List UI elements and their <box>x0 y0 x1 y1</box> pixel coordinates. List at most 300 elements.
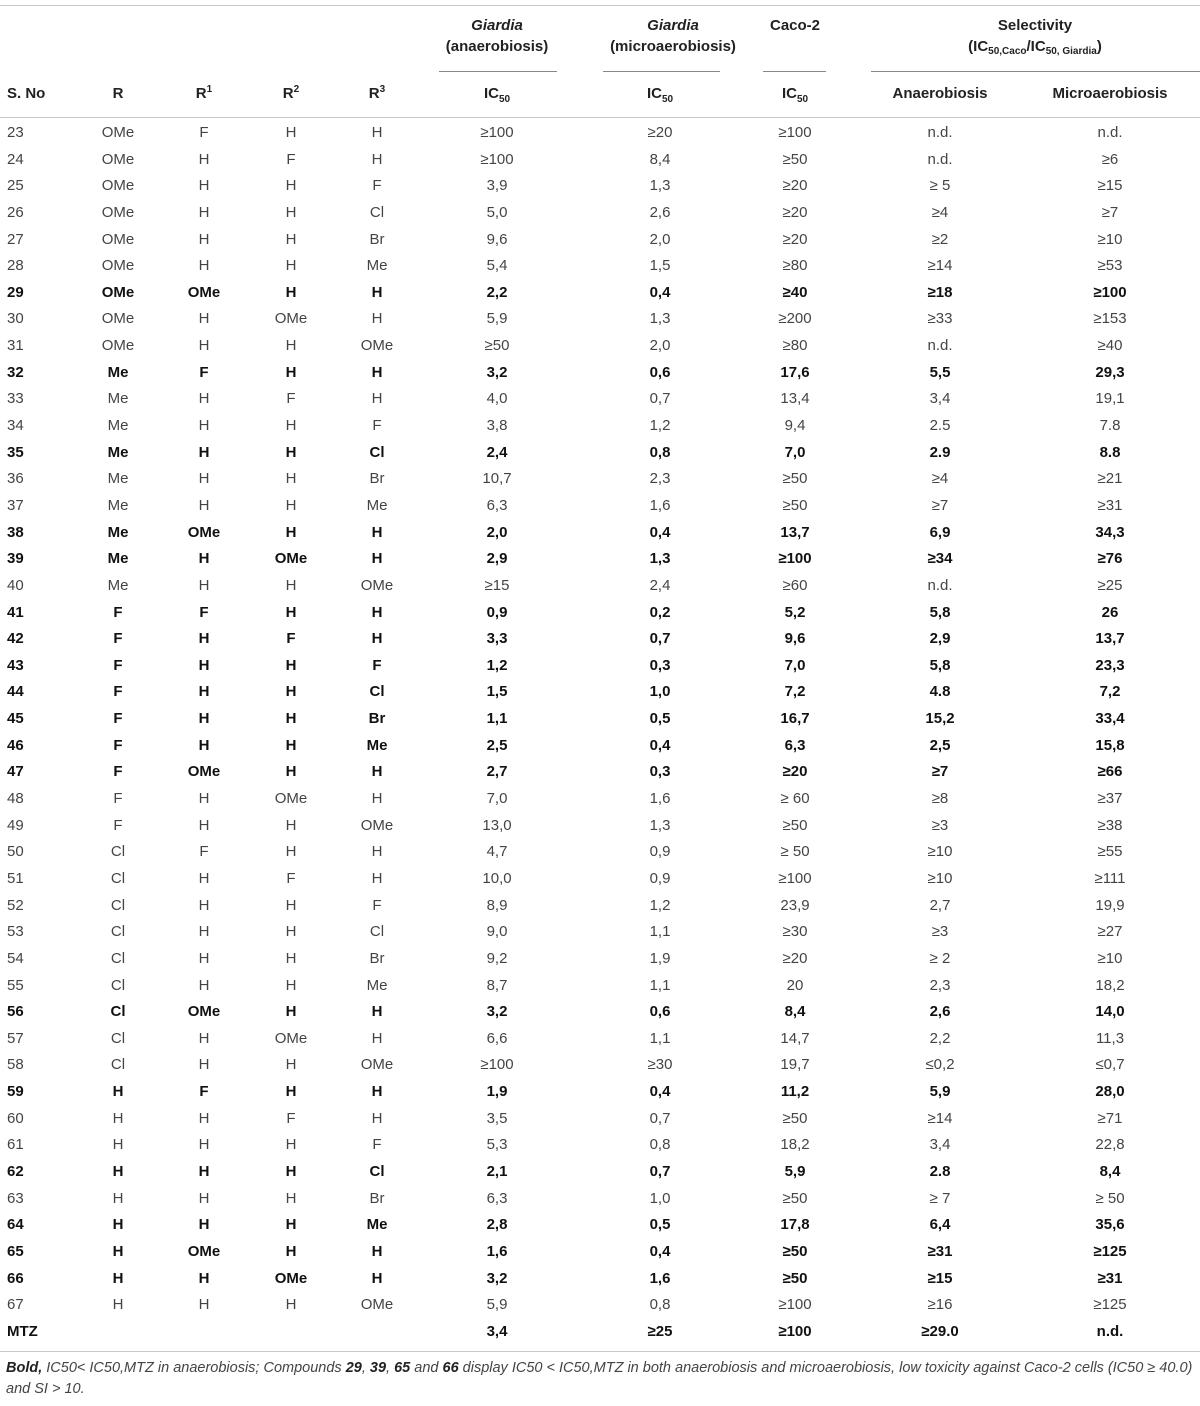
group-header-selectivity <box>870 15 1200 59</box>
cell-r2: F <box>286 150 296 168</box>
cell-sno: 61 <box>7 1136 24 1154</box>
cell-ic50-microaerobiosis: 0,3 <box>649 656 671 674</box>
cell-ic50-caco: ≥100 <box>778 1322 812 1340</box>
table-row <box>0 280 1200 307</box>
cell-r3: Me <box>366 257 388 275</box>
cell-sno: 33 <box>7 390 24 408</box>
cell-ic50-caco: ≥100 <box>778 1296 812 1314</box>
cell-r2: H <box>285 230 297 248</box>
group-header-cell-line: Caco-2 <box>769 17 821 34</box>
cell-r3: H <box>371 1003 383 1021</box>
cell-ic50-caco: 9,4 <box>784 417 806 435</box>
cell-r2: H <box>285 1162 297 1180</box>
cell-r1: H <box>198 1216 210 1234</box>
cell-r: Me <box>107 496 129 514</box>
cell-ic50-microaerobiosis: 1,3 <box>649 816 671 834</box>
cell-r3: OMe <box>360 337 394 355</box>
cell-r: Cl <box>110 843 126 861</box>
cell-selectivity-anaerobiosis: 2.5 <box>929 417 951 435</box>
group-underline <box>439 71 557 72</box>
group-underline <box>763 71 826 72</box>
cell-r1: H <box>198 310 210 328</box>
col-header-ic50-anaerobiosis: $IC_{50}$ <box>483 85 511 105</box>
cell-r1: F <box>199 1083 209 1101</box>
cell-sno: 49 <box>7 816 24 834</box>
cell-selectivity-anaerobiosis: ≥3 <box>931 816 949 834</box>
cell-sno: 62 <box>7 1162 24 1180</box>
table-row <box>0 306 1200 333</box>
group-header-caco2 <box>745 15 845 36</box>
cell-ic50-microaerobiosis: 1,2 <box>649 417 671 435</box>
cell-ic50-microaerobiosis: 1,1 <box>649 1029 671 1047</box>
cell-ic50-caco: ≥80 <box>782 257 808 275</box>
cell-r: F <box>113 710 123 728</box>
cell-ic50-microaerobiosis: 0,3 <box>649 763 671 781</box>
cell-ic50-microaerobiosis: 1,1 <box>649 923 671 941</box>
table-row <box>0 1186 1200 1213</box>
cell-sno: 47 <box>7 763 24 781</box>
cell-ic50-caco: ≥20 <box>782 763 808 781</box>
cell-ic50-microaerobiosis: 0,8 <box>649 1296 671 1314</box>
cell-ic50-anaerobiosis: 8,7 <box>486 976 508 994</box>
cell-sno: 45 <box>7 710 24 728</box>
cell-sno: 48 <box>7 790 24 808</box>
cell-sno: 29 <box>7 283 24 301</box>
cell-ic50-anaerobiosis: 3,3 <box>486 630 508 648</box>
cell-r3: H <box>371 363 383 381</box>
cell-selectivity-anaerobiosis: n.d. <box>927 337 953 355</box>
table-row <box>0 600 1200 627</box>
cell-r3: H <box>371 1242 383 1260</box>
cell-r1: H <box>198 257 210 275</box>
cell-r2: H <box>285 710 297 728</box>
cell-ic50-caco: ≥30 <box>782 923 808 941</box>
cell-ic50-caco: 7,0 <box>784 656 806 674</box>
cell-selectivity-microaerobiosis: 29,3 <box>1095 363 1125 381</box>
cell-ic50-anaerobiosis: 6,3 <box>486 1189 508 1207</box>
cell-r2: H <box>285 496 297 514</box>
cell-ic50-anaerobiosis: ≥100 <box>480 124 514 141</box>
cell-r: Cl <box>110 1029 126 1047</box>
cell-selectivity-microaerobiosis: ≥6 <box>1101 150 1119 168</box>
cell-selectivity-microaerobiosis: ≥37 <box>1097 790 1123 808</box>
cell-sno: MTZ <box>7 1322 38 1340</box>
cell-r3: F <box>372 177 382 195</box>
cell-ic50-microaerobiosis: ≥30 <box>647 1056 673 1074</box>
cell-r3: H <box>371 550 383 568</box>
cell-selectivity-microaerobiosis: 23,3 <box>1095 656 1125 674</box>
cell-selectivity-anaerobiosis: ≥7 <box>931 763 949 781</box>
cell-r2: H <box>285 337 297 355</box>
table-row <box>0 147 1200 174</box>
table-row <box>0 973 1200 1000</box>
cell-selectivity-anaerobiosis: ≥33 <box>927 310 953 328</box>
cell-r2: H <box>285 683 297 701</box>
table-row <box>0 1052 1200 1079</box>
cell-r2: OMe <box>274 790 308 808</box>
table-row <box>0 200 1200 227</box>
cell-sno: 34 <box>7 417 24 435</box>
cell-ic50-caco: ≥20 <box>782 949 808 967</box>
cell-r1: H <box>198 1162 210 1180</box>
cell-selectivity-microaerobiosis: 28,0 <box>1095 1083 1125 1101</box>
cell-r2: OMe <box>274 1269 308 1287</box>
cell-sno: 36 <box>7 470 24 488</box>
group-header-condition: (microaerobiosis) <box>610 38 736 55</box>
cell-r3: H <box>371 603 383 621</box>
cell-ic50-microaerobiosis: 1,5 <box>649 257 671 275</box>
table-row <box>0 866 1200 893</box>
cell-selectivity-microaerobiosis: 8,4 <box>1099 1162 1121 1180</box>
cell-r2: H <box>285 283 297 301</box>
cell-r3: H <box>371 283 383 301</box>
cell-ic50-anaerobiosis: 1,2 <box>486 656 508 674</box>
cell-r1: H <box>198 896 210 914</box>
cell-r: Me <box>107 443 129 461</box>
table-body <box>0 120 1200 1345</box>
col-header-r1: $R^1$ <box>195 84 213 102</box>
cell-ic50-anaerobiosis: ≥100 <box>480 1056 514 1074</box>
cell-r1: OMe <box>187 283 221 301</box>
cell-selectivity-anaerobiosis: 5,5 <box>929 363 951 381</box>
footnote-sep: and <box>410 1360 443 1376</box>
cell-selectivity-anaerobiosis: ≥4 <box>931 203 949 221</box>
cell-ic50-anaerobiosis: 5,9 <box>486 1296 508 1314</box>
cell-r: H <box>112 1083 124 1101</box>
cell-r: H <box>112 1216 124 1234</box>
cell-r3: OMe <box>360 1296 394 1314</box>
cell-r1: F <box>199 843 209 861</box>
cell-selectivity-anaerobiosis: ≥14 <box>927 257 953 275</box>
cell-ic50-microaerobiosis: 1,9 <box>649 949 671 967</box>
cell-sno: 35 <box>7 443 24 461</box>
cell-selectivity-anaerobiosis: ≥15 <box>927 1269 953 1287</box>
cell-ic50-anaerobiosis: 9,2 <box>486 949 508 967</box>
table-row <box>0 759 1200 786</box>
table-row <box>0 1159 1200 1186</box>
cell-ic50-anaerobiosis: 4,7 <box>486 843 508 861</box>
cell-r2: H <box>285 923 297 941</box>
cell-selectivity-microaerobiosis: 18,2 <box>1095 976 1125 994</box>
group-header-selectivity-title: Selectivity <box>997 17 1073 34</box>
cell-sno: 39 <box>7 550 24 568</box>
cell-r3: Br <box>369 1189 385 1207</box>
cell-selectivity-anaerobiosis: n.d. <box>927 150 953 168</box>
cell-r: F <box>113 790 123 808</box>
cell-sno: 41 <box>7 603 24 621</box>
cell-ic50-microaerobiosis: 1,0 <box>649 1189 671 1207</box>
cell-selectivity-anaerobiosis: 5,9 <box>929 1083 951 1101</box>
cell-ic50-microaerobiosis: 0,4 <box>649 1083 671 1101</box>
table-row <box>0 493 1200 520</box>
cell-sno: 51 <box>7 869 24 887</box>
cell-sno: 31 <box>7 337 24 355</box>
cell-r3: Cl <box>369 683 385 701</box>
cell-r2: F <box>286 869 296 887</box>
cell-sno: 55 <box>7 976 24 994</box>
table-row <box>0 1239 1200 1266</box>
cell-selectivity-anaerobiosis: 2,9 <box>929 630 951 648</box>
cell-sno: 27 <box>7 230 24 248</box>
cell-selectivity-microaerobiosis: 13,7 <box>1095 630 1125 648</box>
cell-r: OMe <box>101 177 135 195</box>
cell-sno: 64 <box>7 1216 24 1234</box>
cell-sno: 67 <box>7 1296 24 1314</box>
cell-ic50-anaerobiosis: 6,3 <box>486 496 508 514</box>
table-row <box>0 520 1200 547</box>
cell-sno: 38 <box>7 523 24 541</box>
table-row <box>0 546 1200 573</box>
cell-r1: H <box>198 203 210 221</box>
cell-r1: H <box>198 443 210 461</box>
cell-ic50-microaerobiosis: 1,0 <box>649 683 671 701</box>
cell-r2: F <box>286 1109 296 1127</box>
cell-r2: OMe <box>274 310 308 328</box>
cell-r3: H <box>371 124 383 141</box>
cell-r2: H <box>285 1242 297 1260</box>
cell-r3: Br <box>369 470 385 488</box>
cell-r1: H <box>198 683 210 701</box>
cell-ic50-microaerobiosis: 1,6 <box>649 496 671 514</box>
cell-selectivity-anaerobiosis: 2,6 <box>929 1003 951 1021</box>
cell-selectivity-anaerobiosis: n.d. <box>927 576 953 594</box>
footnote-sep: , <box>386 1360 395 1376</box>
cell-ic50-caco: ≥20 <box>782 177 808 195</box>
footnote-compound: 29 <box>345 1360 362 1376</box>
cell-sno: 58 <box>7 1056 24 1074</box>
cell-r3: H <box>371 310 383 328</box>
cell-selectivity-microaerobiosis: 15,8 <box>1095 736 1125 754</box>
cell-selectivity-anaerobiosis: 2,7 <box>929 896 951 914</box>
cell-selectivity-anaerobiosis: 3,4 <box>929 1136 951 1154</box>
cell-ic50-microaerobiosis: 0,7 <box>649 1109 671 1127</box>
cell-selectivity-microaerobiosis: ≥66 <box>1097 763 1123 781</box>
cell-ic50-microaerobiosis: 0,9 <box>649 869 671 887</box>
cell-r3: H <box>371 790 383 808</box>
cell-selectivity-anaerobiosis: n.d. <box>927 124 953 141</box>
cell-r2: H <box>285 1003 297 1021</box>
cell-sno: 24 <box>7 150 24 168</box>
group-header-organism: Giardia <box>471 17 523 34</box>
cell-sno: 59 <box>7 1083 24 1101</box>
cell-r3: H <box>371 523 383 541</box>
col-header-selectivity-anaerobiosis: Anaerobiosis <box>892 85 988 102</box>
cell-selectivity-microaerobiosis: ≥111 <box>1094 869 1126 887</box>
cell-ic50-microaerobiosis: ≥25 <box>647 1322 673 1340</box>
cell-ic50-caco: 7,0 <box>784 443 806 461</box>
cell-ic50-microaerobiosis: 2,4 <box>649 576 671 594</box>
cell-ic50-microaerobiosis: 0,7 <box>649 1162 671 1180</box>
cell-selectivity-microaerobiosis: 26 <box>1101 603 1119 621</box>
cell-r: Me <box>107 550 129 568</box>
cell-selectivity-microaerobiosis: ≥55 <box>1097 843 1123 861</box>
cell-r2: F <box>286 630 296 648</box>
cell-ic50-microaerobiosis: 0,2 <box>649 603 671 621</box>
cell-ic50-anaerobiosis: 2,5 <box>486 736 508 754</box>
cell-selectivity-microaerobiosis: ≥125 <box>1093 1296 1127 1314</box>
cell-r: OMe <box>101 150 135 168</box>
cell-ic50-caco: 20 <box>786 976 804 994</box>
cell-r1: F <box>199 124 209 141</box>
cell-r: Cl <box>110 896 126 914</box>
cell-ic50-caco: 7,2 <box>784 683 806 701</box>
table-row <box>0 466 1200 493</box>
cell-r3: H <box>371 763 383 781</box>
group-header-giardia-microaerobiosis <box>598 15 748 57</box>
footnote-compound: 66 <box>442 1360 459 1376</box>
cell-ic50-microaerobiosis: 0,6 <box>649 1003 671 1021</box>
cell-r: Cl <box>110 1003 126 1021</box>
cell-selectivity-anaerobiosis: 2,5 <box>929 736 951 754</box>
cell-selectivity-microaerobiosis: ≥15 <box>1097 177 1123 195</box>
cell-ic50-caco: 5,9 <box>784 1162 806 1180</box>
table-row <box>0 733 1200 760</box>
cell-ic50-microaerobiosis: 0,5 <box>649 710 671 728</box>
cell-r1: H <box>198 150 210 168</box>
cell-r2: H <box>285 976 297 994</box>
cell-ic50-caco: ≥200 <box>778 310 812 328</box>
cell-ic50-microaerobiosis: 2,0 <box>649 230 671 248</box>
cell-selectivity-anaerobiosis: ≥3 <box>931 923 949 941</box>
cell-selectivity-microaerobiosis: ≥125 <box>1093 1242 1127 1260</box>
cell-ic50-anaerobiosis: 5,4 <box>486 257 508 275</box>
cell-selectivity-microaerobiosis: n.d. <box>1097 124 1123 141</box>
cell-selectivity-anaerobiosis: ≥10 <box>927 869 953 887</box>
table-row <box>0 253 1200 280</box>
cell-sno: 60 <box>7 1109 24 1127</box>
cell-r1: H <box>198 1136 210 1154</box>
cell-ic50-microaerobiosis: 2,6 <box>649 203 671 221</box>
cell-r: H <box>112 1109 124 1127</box>
cell-r1: H <box>198 949 210 967</box>
cell-r: Me <box>107 390 129 408</box>
cell-r2: H <box>285 603 297 621</box>
cell-ic50-anaerobiosis: ≥50 <box>484 337 510 355</box>
group-header-organism: Giardia <box>647 17 699 34</box>
cell-ic50-caco: 8,4 <box>784 1003 806 1021</box>
cell-selectivity-microaerobiosis: ≥53 <box>1097 257 1123 275</box>
cell-ic50-anaerobiosis: 1,9 <box>486 1083 508 1101</box>
cell-r: OMe <box>101 283 135 301</box>
cell-ic50-caco: ≥50 <box>782 1242 808 1260</box>
cell-selectivity-microaerobiosis: 33,4 <box>1095 710 1125 728</box>
cell-selectivity-microaerobiosis: ≥31 <box>1097 496 1123 514</box>
cell-r: F <box>113 630 123 648</box>
cell-sno: 50 <box>7 843 24 861</box>
cell-r: Me <box>107 576 129 594</box>
cell-selectivity-microaerobiosis: 19,9 <box>1095 896 1125 914</box>
cell-ic50-microaerobiosis: 1,1 <box>649 976 671 994</box>
footnote-compound: 39 <box>369 1360 387 1376</box>
cell-r1: H <box>198 976 210 994</box>
table-row <box>0 813 1200 840</box>
cell-ic50-microaerobiosis: 1,6 <box>649 1269 671 1287</box>
cell-r3: F <box>372 417 382 435</box>
group-underline <box>871 71 1200 72</box>
cell-ic50-microaerobiosis: 0,4 <box>649 283 671 301</box>
table-row <box>0 999 1200 1026</box>
cell-ic50-anaerobiosis: 5,9 <box>486 310 508 328</box>
cell-ic50-microaerobiosis: 2,0 <box>649 337 671 355</box>
cell-r2: H <box>285 257 297 275</box>
cell-selectivity-microaerobiosis: ≥31 <box>1097 1269 1123 1287</box>
cell-r2: H <box>285 124 297 141</box>
col-header-r3: $R^3$ <box>368 84 386 102</box>
table-top-rule <box>0 5 1200 6</box>
cell-ic50-microaerobiosis: 0,7 <box>649 390 671 408</box>
cell-selectivity-anaerobiosis: ≥14 <box>927 1109 953 1127</box>
cell-r3: H <box>371 843 383 861</box>
table-row <box>0 653 1200 680</box>
cell-sno: 42 <box>7 630 24 648</box>
cell-sno: 37 <box>7 496 24 514</box>
table-row <box>0 706 1200 733</box>
cell-ic50-anaerobiosis: 2,8 <box>486 1216 508 1234</box>
cell-ic50-microaerobiosis: 0,8 <box>649 1136 671 1154</box>
footnote-sep: , <box>361 1360 370 1376</box>
table-row <box>0 573 1200 600</box>
cell-selectivity-microaerobiosis: 11,3 <box>1095 1029 1125 1047</box>
cell-ic50-caco: ≥50 <box>782 1189 808 1207</box>
cell-selectivity-microaerobiosis: ≥10 <box>1097 230 1123 248</box>
cell-ic50-caco: 11,2 <box>780 1083 810 1101</box>
cell-ic50-anaerobiosis: ≥100 <box>480 150 514 168</box>
cell-r1: H <box>198 736 210 754</box>
cell-r3: Br <box>369 949 385 967</box>
footnote-compound: 65 <box>394 1360 411 1376</box>
cell-ic50-anaerobiosis: 7,0 <box>486 790 508 808</box>
cell-r1: H <box>198 1189 210 1207</box>
cell-r3: F <box>372 656 382 674</box>
cell-sno: 52 <box>7 896 24 914</box>
table-row <box>0 173 1200 200</box>
cell-sno: 66 <box>7 1269 24 1287</box>
cell-r2: H <box>285 736 297 754</box>
cell-ic50-caco: 9,6 <box>784 630 806 648</box>
cell-ic50-anaerobiosis: 10,7 <box>482 470 512 488</box>
cell-r: Me <box>107 363 129 381</box>
cell-sno: 26 <box>7 203 24 221</box>
col-header-ic50-microaerobiosis: $IC_{50}$ <box>646 85 674 105</box>
cell-selectivity-anaerobiosis: ≥ 7 <box>929 1189 951 1207</box>
cell-selectivity-microaerobiosis: ≥27 <box>1097 923 1123 941</box>
cell-r3: OMe <box>360 1056 394 1074</box>
cell-r1: F <box>199 603 209 621</box>
footnote-text: IC50< IC50,MTZ in anaerobiosis; Compounds <box>42 1360 346 1376</box>
cell-r: F <box>113 763 123 781</box>
cell-selectivity-anaerobiosis: ≥7 <box>931 496 949 514</box>
cell-sno: 30 <box>7 310 24 328</box>
cell-ic50-anaerobiosis: 2,4 <box>486 443 508 461</box>
cell-ic50-caco: 23,9 <box>780 896 810 914</box>
cell-r3: Cl <box>369 203 385 221</box>
cell-ic50-microaerobiosis: 0,8 <box>649 443 671 461</box>
cell-ic50-microaerobiosis: 1,2 <box>649 896 671 914</box>
cell-r: Cl <box>110 869 126 887</box>
cell-ic50-caco: 17,8 <box>780 1216 810 1234</box>
cell-ic50-caco: ≥60 <box>782 576 808 594</box>
cell-r3: OMe <box>360 816 394 834</box>
cell-sno: 46 <box>7 736 24 754</box>
cell-sno: 28 <box>7 257 24 275</box>
cell-ic50-anaerobiosis: 1,1 <box>486 710 508 728</box>
cell-r1: H <box>198 1269 210 1287</box>
cell-ic50-anaerobiosis: 3,2 <box>486 363 508 381</box>
cell-r2: H <box>285 1216 297 1234</box>
cell-ic50-microaerobiosis: 0,4 <box>649 1242 671 1260</box>
cell-ic50-microaerobiosis: 0,7 <box>649 630 671 648</box>
cell-r: H <box>112 1136 124 1154</box>
